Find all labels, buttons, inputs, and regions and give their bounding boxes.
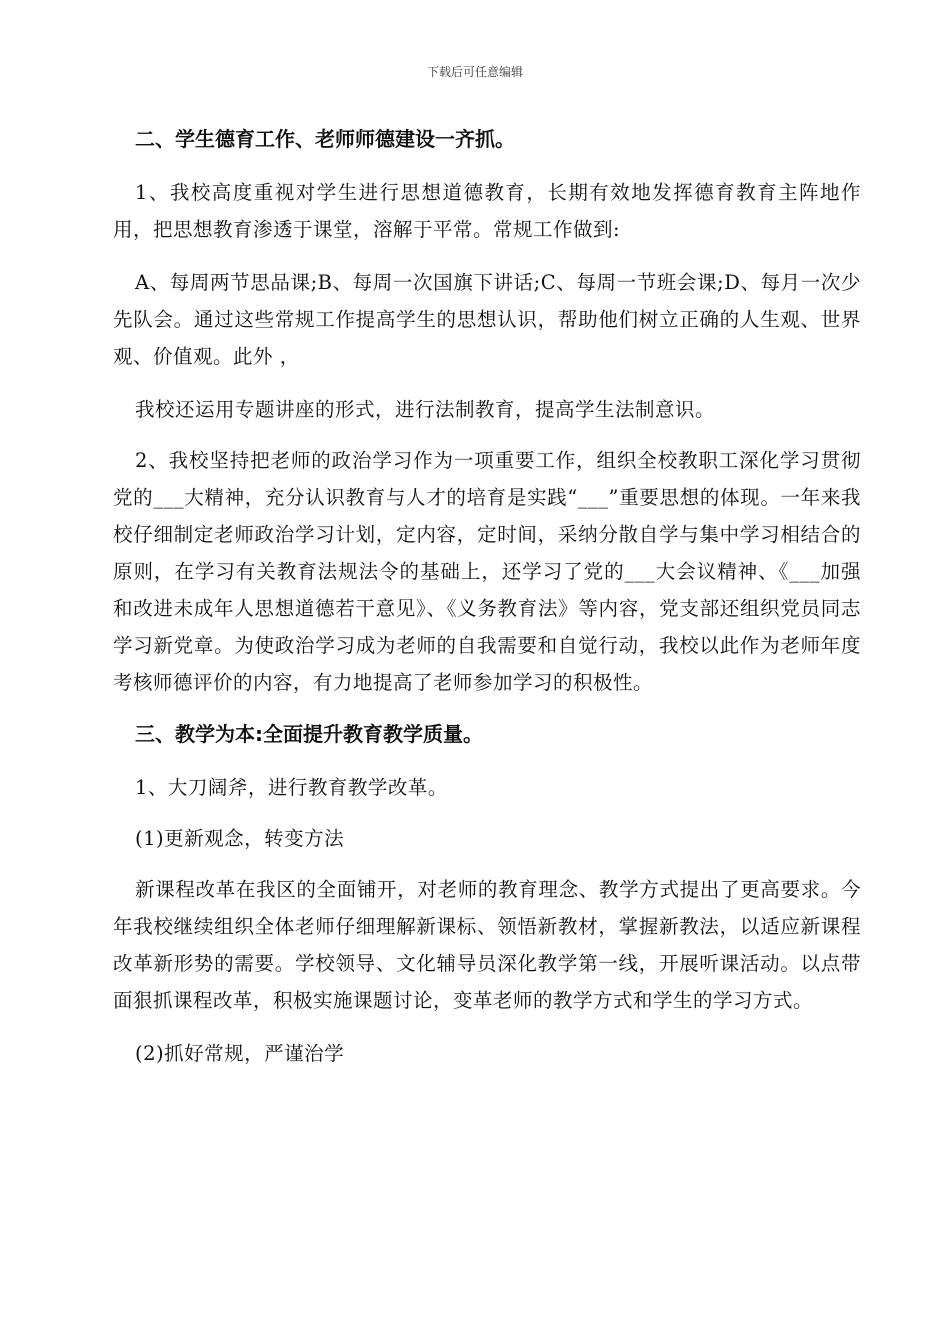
section-3-paragraph-3: 新课程改革在我区的全面铺开，对老师的教育理念、教学方式提出了更高要求。今年我校继续组织全体老师仔细理解新课标、领悟新教材，掌握新教法，以适应新课程改革新形势的需要。学校领导、文化辅导员深化教学第一线，开展听课活动。以点带面狠抓课程改革，积极实施课题讨论，变革老师的教学方式和学生的学习方式。 <box>113 878 861 1012</box>
section-2-paragraph-1: 1、我校高度重视对学生进行思想道德教育，长期有效地发挥德育教育主阵地作用，把思想教育渗透于课堂，溶解于平常。常规工作做到: <box>113 181 861 241</box>
section-3-paragraph-1: 1、大刀阔斧，进行教育教学改革。 <box>135 776 448 799</box>
section-2-paragraph-3: 我校还运用专题讲座的形式，进行法制教育，提高学生法制意识。 <box>135 398 716 421</box>
section-3-paragraph-4: (2)抓好常规，严谨治学 <box>135 1042 345 1065</box>
page-header-note: 下载后可任意编辑 <box>426 65 523 79</box>
section-2-heading: 二、学生德育工作、老师师德建设一齐抓。 <box>135 127 515 151</box>
section-2-paragraph-4: 2、我校坚持把老师的政治学习作为一项重要工作，组织全校教职工深化学习贯彻党的___大精神，充分认识教育与人才的培育是实践“___”重要思想的体现。一年来我校仔细制定老师政治学习计划，定内容，定时间，采纳分散自学与集中学习相结合的原则，在学习有关教育法规法令的基础上，还学习了党的___大会议精神、《___加强和改进未成年人思想道德若干意见》、《义务教育法》等内容，党支部还组织党员同志学习新党章。为使政治学习成为老师的自我需要和自觉行动，我校以此作为老师年度考核师德评价的内容，有力地提高了老师参加学习的积极性。 <box>113 449 861 694</box>
section-3-heading: 三、教学为本:全面提升教育教学质量。 <box>135 722 483 746</box>
section-2-paragraph-2: A、每周两节思品课;B、每周一次国旗下讲话;C、每周一节班会课;D、每月一次少先队会。通过这些常规工作提高学生的思想认识，帮助他们树立正确的人生观、世界观、价值观。此外 ， <box>113 271 861 368</box>
section-3-paragraph-2: (1)更新观念，转变方法 <box>135 827 345 850</box>
document-body <box>113 122 861 1086</box>
